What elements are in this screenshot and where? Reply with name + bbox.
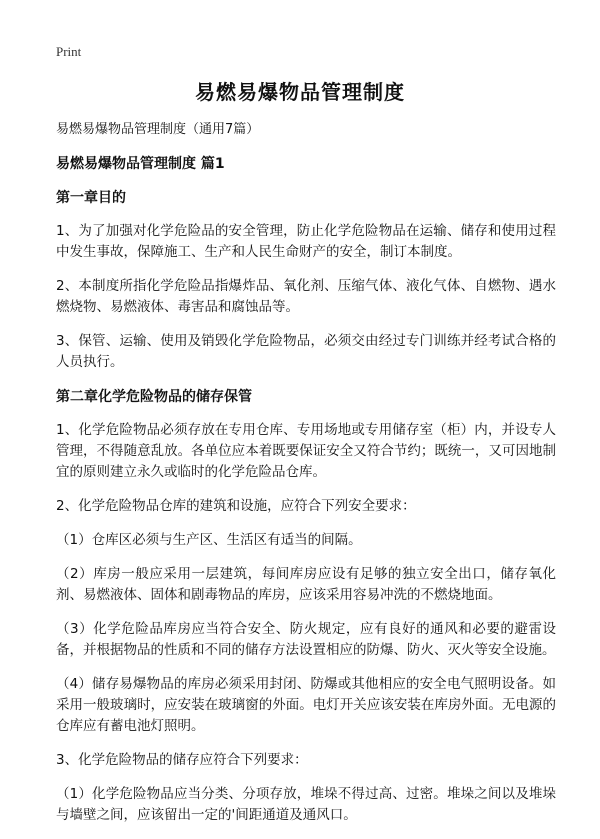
page-title: 易燃易爆物品管理制度 [195,80,405,104]
paragraph: 1、为了加强对化学危险品的安全管理，防止化学危险物品在运输、储存和使用过程中发生事故，保障施工、生产和人民生命财产的安全，制订本制度。 [56,223,556,260]
paragraph: （1）仓库区必须与生产区、生活区有适当的间隔。 [56,532,362,548]
paragraph: （2）库房一般应采用一层建筑，每间库房应设有足够的独立安全出口，储存氧化剂、易燃液体、固体和剧毒物品的库房，应该采用容易冲洗的不燃烧地面。 [56,566,556,603]
chapter-heading: 第二章化学危险物品的储存保管 [56,389,252,405]
chapter-heading: 第一章目的 [56,190,126,206]
section-heading: 易燃易爆物品管理制度 篇1 [56,156,225,172]
paragraph: 3、化学危险物品的储存应符合下列要求： [56,752,308,768]
paragraph: （1）化学危险物品应当分类、分项存放，堆垛不得过高、过密。堆垛之间以及堆垛与墙壁之间，应该留出一定的'间距通道及通风口。 [56,786,556,823]
paragraph: （3）化学危险品库房应当符合安全、防火规定，应有良好的通风和必要的避雷设备，并根据物品的性质和不同的储存方法设置相应的防爆、防火、灭火等安全设施。 [56,621,556,658]
paragraph: （4）储存易爆物品的库房必须采用封闭、防爆或其他相应的安全电气照明设备。如采用一般玻璃时，应安装在玻璃窗的外面。电灯开关应该安装在库房外面。无电源的仓库应有蓄电池灯照明。 [56,676,556,734]
paragraph: 1、化学危险物品必须存放在专用仓库、专用场地或专用储存室（柜）内，并设专人管理，不得随意乱放。各单位应本着既要保证安全又符合节约；既统一，又可因地制宜的原则建立永久或临时的化学危险品仓库。 [56,422,556,480]
paragraph: 3、保管、运输、使用及销毁化学危险物品，必须交由经过专门训练并经考试合格的人员执行。 [56,333,556,370]
paragraph: 2、本制度所指化学危险品指爆炸品、氧化剂、压缩气体、液化气体、自燃物、遇水燃烧物、易燃液体、毒害品和腐蚀品等。 [56,278,556,315]
document-body [56,118,556,839]
document-subtitle: 易燃易爆物品管理制度（通用7篇） [56,122,260,137]
print-link[interactable]: Print [56,44,82,59]
paragraph: 2、化学危险物品仓库的建筑和设施，应符合下列安全要求： [56,498,416,514]
